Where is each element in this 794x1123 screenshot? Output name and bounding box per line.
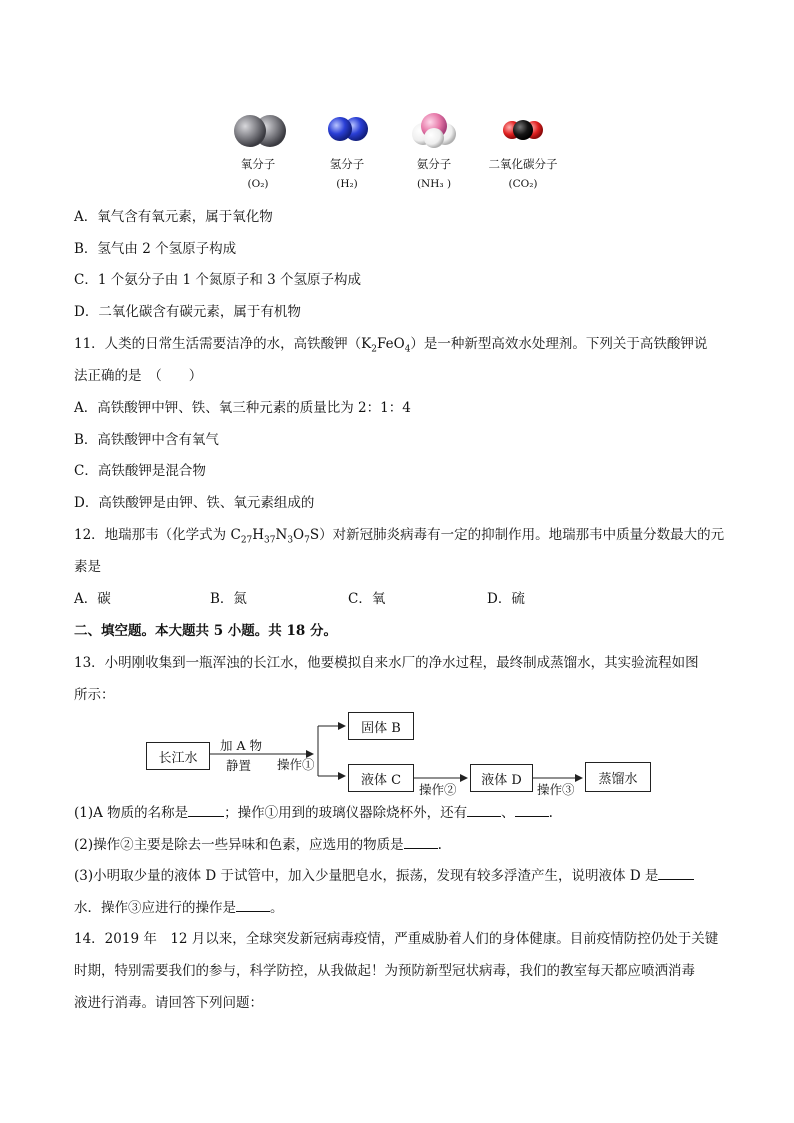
q13-part2-text: (2)操作②主要是除去一些异味和色素，应选用的物质是 <box>74 837 404 853</box>
q12-stem-part: H <box>252 527 265 543</box>
q13-part1-text: ；操作①用到的玻璃仪器除烧杯外，还有 <box>224 805 468 821</box>
q14-line1: 14．2019 年 12 月以来，全球突发新冠病毒疫情，严重威胁着人们的身体健康。目前疫情防控仍处于关键 <box>74 931 719 947</box>
q11-option-c: C．高铁酸钾是混合物 <box>74 463 206 479</box>
molecule-name: 二氧化碳分子 <box>488 157 558 171</box>
flow-node-liquid-d: 液体 D <box>470 764 533 792</box>
q12-option-c: C．氧 <box>348 591 386 607</box>
q10-option-c: C．1 个氨分子由 1 个氮原子和 3 个氢原子构成 <box>74 272 362 288</box>
q11-stem-part: FeO <box>377 336 405 352</box>
subscript: 4 <box>404 344 411 355</box>
q13-part1-text: 、 <box>501 805 515 821</box>
q12-stem <box>74 526 724 550</box>
answer-blank[interactable] <box>467 803 501 817</box>
q12-stem-line2: 素是 <box>74 559 101 575</box>
ammonia-molecule-icon <box>399 112 469 150</box>
flow-label-op1: 操作① <box>277 757 315 772</box>
q14-line2: 时期，特别需要我们的参与，科学防控，从我做起！为预防新型冠状病毒，我们的教室每天都应喷洒消毒 <box>74 963 695 979</box>
subscript: 37 <box>264 535 276 546</box>
oxygen-molecule-icon <box>223 112 293 150</box>
molecule-name: 氧分子 <box>240 157 276 171</box>
q11-stem-part: 11．人类的日常生活需要洁净的水，高铁酸钾（K <box>74 336 372 352</box>
q10-option-d: D．二氧化碳含有碳元素，属于有机物 <box>74 304 301 320</box>
q13-part1 <box>74 803 553 822</box>
flow-label-op3: 操作③ <box>537 782 575 797</box>
q13-part3-text: 。 <box>270 900 284 916</box>
carbon-dioxide-molecule <box>478 112 568 190</box>
molecule-formula: (H₂) <box>336 178 358 190</box>
answer-blank[interactable] <box>404 835 438 849</box>
q13-part3-text: (3)小明取少量的液体 D 于试管中，加入少量肥皂水，振荡，发现有较多浮渣产生，说明液体 D 是 <box>74 868 659 884</box>
flow-node-solid-b: 固体 B <box>348 712 414 740</box>
q10-option-a: A．氧气含有氧元素，属于氧化物 <box>74 209 273 225</box>
q11-option-d: D．高铁酸钾是由钾、铁、氧元素组成的 <box>74 495 315 511</box>
q14-line3: 液进行消毒。请回答下列问题： <box>74 995 263 1011</box>
q13-stem-line2: 所示： <box>74 687 115 703</box>
ammonia-molecule <box>389 112 479 190</box>
q10-option-b: B．氢气由 2 个氢原子构成 <box>74 241 237 257</box>
answer-blank[interactable] <box>658 866 694 880</box>
flow-node-start: 长江水 <box>146 742 210 770</box>
answer-blank[interactable] <box>236 898 270 912</box>
q13-part3 <box>74 866 694 885</box>
q12-option-b: B．氮 <box>210 591 247 607</box>
q13-part3-text: 水．操作③应进行的操作是 <box>74 900 236 916</box>
q12-option-a: A．碳 <box>74 591 111 607</box>
answer-blank[interactable] <box>515 803 549 817</box>
subscript: 27 <box>240 535 253 546</box>
carbon-dioxide-molecule-icon <box>488 112 558 150</box>
subscript: 7 <box>304 535 310 546</box>
q12-option-d: D．硫 <box>487 591 525 607</box>
q13-stem: 13．小明刚收集到一瓶浑浊的长江水，他要模拟自来水厂的净水过程，最终制成蒸馏水，其实验流程如图 <box>74 655 699 671</box>
q12-stem-part: S）对新冠肺炎病毒有一定的抑制作用。地瑞那韦中质量分数最大的元 <box>309 527 725 543</box>
q12-stem-part: N <box>275 527 288 543</box>
q13-part3-line2 <box>74 898 284 917</box>
q13-part2 <box>74 835 442 854</box>
flow-node-end: 蒸馏水 <box>585 762 651 792</box>
molecule-name: 氨分子 <box>416 157 452 171</box>
q11-stem-part: ）是一种新型高效水处理剂。下列关于高铁酸钾说 <box>410 336 708 352</box>
q13-part1-text: . <box>548 805 553 821</box>
q11-stem-line2: 法正确的是 （ ） <box>74 368 203 384</box>
q13-part2-text: . <box>437 837 442 853</box>
q11-option-a: A．高铁酸钾中钾、铁、氧三种元素的质量比为 2：1：4 <box>74 400 411 416</box>
water-purification-flowchart <box>140 708 660 800</box>
q13-part1-text: (1)A 物质的名称是 <box>74 805 189 821</box>
section-heading: 二、填空题。本大题共 5 小题。共 18 分。 <box>74 623 337 639</box>
q11-option-b: B．高铁酸钾中含有氧气 <box>74 432 219 448</box>
flow-label-op2: 操作② <box>419 782 457 797</box>
flow-node-liquid-c: 液体 C <box>348 764 414 792</box>
oxygen-molecule <box>213 112 303 190</box>
subscript: 2 <box>371 344 377 355</box>
flow-label-step1-top: 加 A 物 <box>220 738 262 753</box>
flow-label-step1-bottom: 静置 <box>226 758 252 773</box>
molecule-formula: (CO₂) <box>508 178 538 190</box>
answer-blank[interactable] <box>188 803 224 817</box>
molecule-formula: (O₂) <box>247 178 269 190</box>
q12-stem-part: 12．地瑞那韦（化学式为 C <box>74 527 241 543</box>
hydrogen-molecule <box>302 112 392 190</box>
q11-stem <box>74 335 707 359</box>
subscript: 3 <box>287 535 294 546</box>
molecule-name: 氢分子 <box>329 157 365 171</box>
hydrogen-molecule-icon <box>312 112 382 150</box>
molecule-formula: (NH₃ ) <box>416 178 452 190</box>
q12-stem-part: O <box>293 527 305 543</box>
